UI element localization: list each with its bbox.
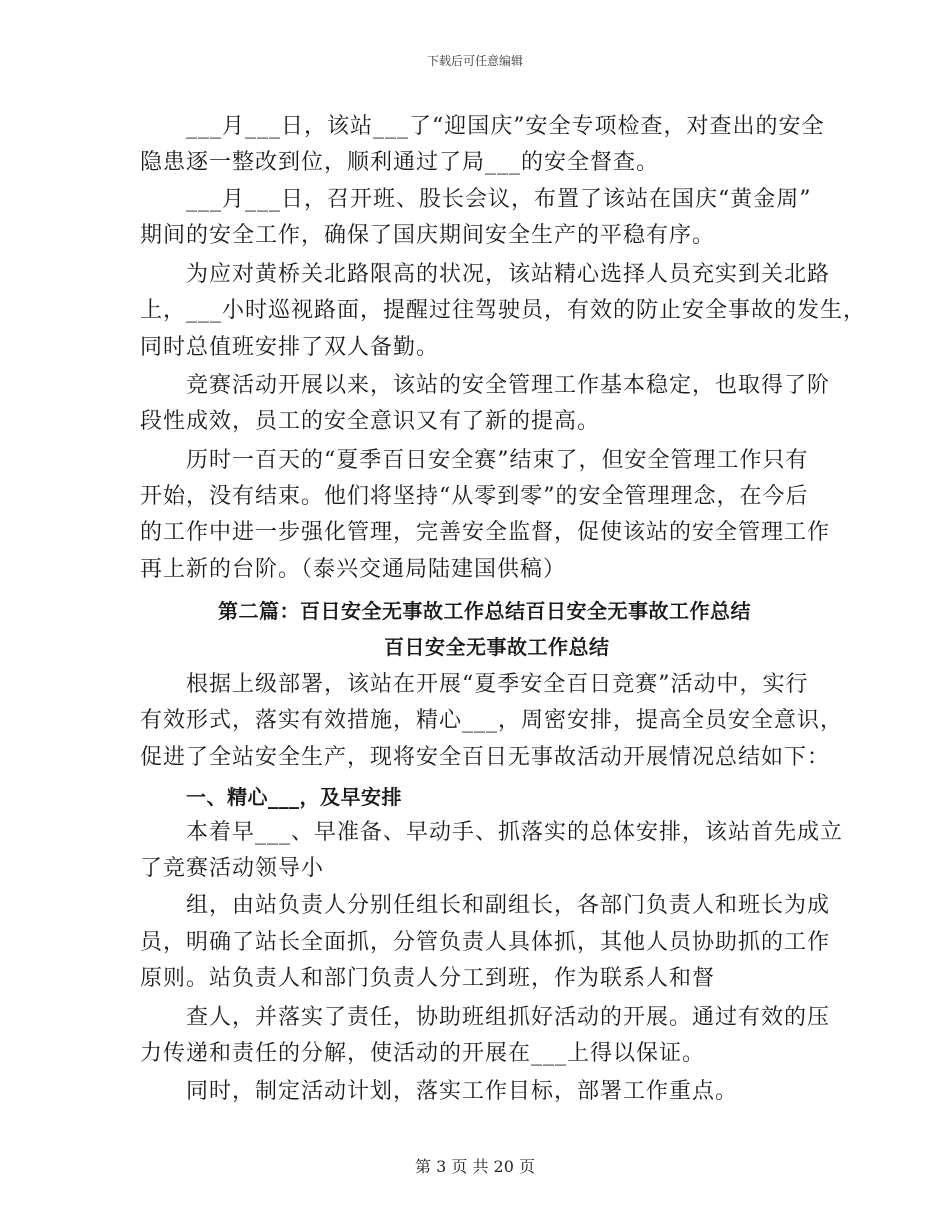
text-line: 查人，并落实了责任，协助班组抓好活动的开展。通过有效的压 [186,1005,831,1030]
text-line: 根据上级部署，该站在开展“夏季安全百日竞赛”活动中，实行 [186,672,809,697]
text-line: 了竞赛活动领导小 [140,856,325,881]
text-line: 员，明确了站长全面抓，分管负责人具体抓，其他人员协助抓的工作 [140,930,831,955]
text-line: 上，___小时巡视路面，提醒过往驾驶员，有效的防止安全事故的发生， [140,298,867,323]
text-line: 隐患逐一整改到位，顺利通过了局___的安全督查。 [140,150,660,175]
page-footer: 第 3 页 共 20 页 [415,1157,535,1176]
text-line: 促进了全站安全生产，现将安全百日无事故活动开展情况总结如下： [140,745,831,770]
text-line: 开始，没有结束。他们将坚持“从零到零”的安全管理理念，在今后 [140,484,809,509]
text-line: 历时一百天的“夏季百日安全赛”结束了，但安全管理工作只有 [186,448,809,473]
text-line: 本着早___、早准备、早动手、抓落实的总体安排，该站首先成立 [186,820,844,845]
text-line: 竞赛活动开展以来，该站的安全管理工作基本稳定，也取得了阶 [186,373,831,398]
section-subtitle: 百日安全无事故工作总结 [384,635,610,659]
text-line: ___月___日，召开班、股长会议，布置了该站在国庆“黄金周” [186,187,812,212]
text-line: 有效形式，落实有效措施，精心___，周密安排，提高全员安全意识， [140,708,844,733]
text-line: 原则。站负责人和部门负责人分工到班，作为联系人和督 [140,966,716,991]
text-line: 的工作中进一步强化管理，完善安全监督，促使该站的安全管理工作 [140,520,831,545]
text-line: 同时，制定活动计划，落实工作目标，部署工作重点。 [186,1079,739,1104]
text-line: 组，由站负责人分别任组长和副组长，各部门负责人和班长为成 [186,893,831,918]
text-line: 为应对黄桥关北路限高的状况，该站精心选择人员充实到关北路 [186,262,831,287]
text-line: 再上新的台阶。（泰兴交通局陆建国供稿） [140,557,567,582]
text-line: ___月___日，该站___了“迎国庆”安全专项检查，对查出的安全 [186,114,825,139]
page-header: 下载后可任意编辑 [426,54,523,68]
subsection-heading: 一、精心___，及早安排 [186,785,402,809]
text-line: 同时总值班安排了双人备勤。 [140,335,440,360]
section-title: 第二篇：百日安全无事故工作总结百日安全无事故工作总结 [218,599,751,623]
text-line: 期间的安全工作，确保了国庆期间安全生产的平稳有序。 [140,223,716,248]
text-line: 力传递和责任的分解，使活动的开展在___上得以保证。 [140,1041,706,1066]
text-line: 段性成效，员工的安全意识又有了新的提高。 [140,409,601,434]
